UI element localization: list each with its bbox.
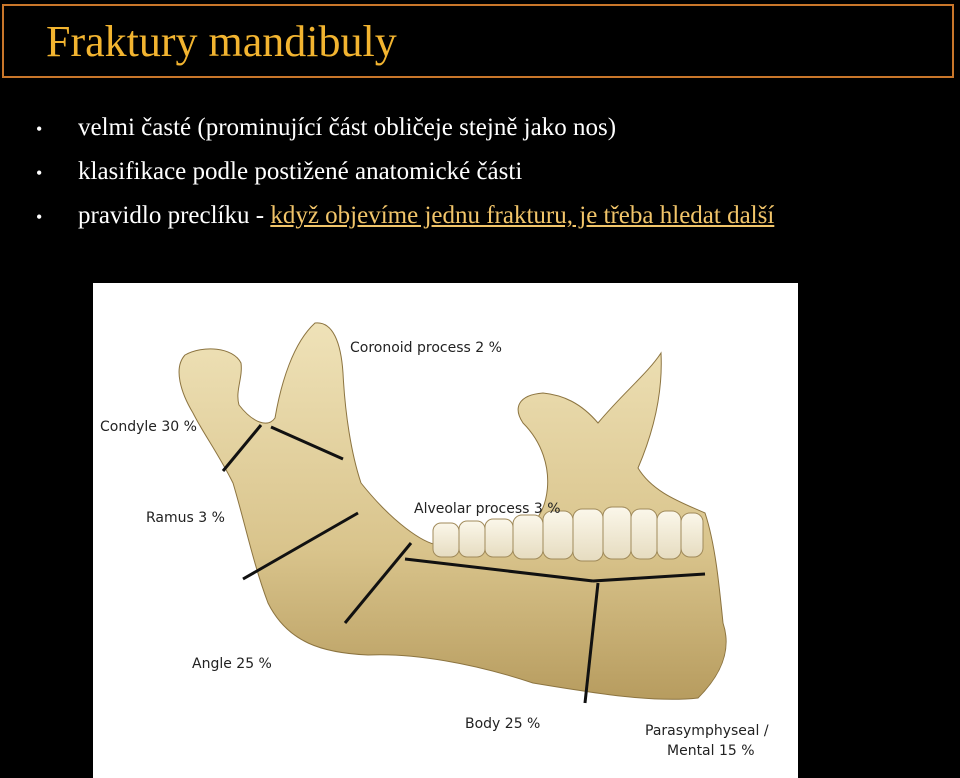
- bullet-text: klasifikace podle postižené anatomické části: [78, 158, 523, 185]
- bullet-item: [36, 202, 936, 246]
- label-alveolar: Alveolar process 3 %: [414, 501, 561, 517]
- label-ramus: Ramus 3 %: [146, 510, 225, 526]
- label-angle: Angle 25 %: [192, 656, 272, 672]
- bullet-link[interactable]: když objevíme jednu frakturu, je třeba hledat další: [270, 202, 775, 229]
- bullet-dot: •: [36, 163, 43, 183]
- mandible-figure: [93, 283, 798, 778]
- label-coronoid: Coronoid process 2 %: [350, 340, 502, 356]
- slide-title: Fraktury mandibuly: [46, 17, 397, 66]
- bullet-text-plain: pravidlo preclíku -: [78, 202, 271, 229]
- bullet-text: velmi časté (prominující část obličeje stejně jako nos): [78, 114, 617, 141]
- bullet-dot: •: [36, 119, 43, 139]
- label-parasymphyseal: Parasymphyseal /: [645, 723, 769, 739]
- label-condyle: Condyle 30 %: [100, 419, 197, 435]
- label-body: Body 25 %: [465, 716, 541, 732]
- label-mental: Mental 15 %: [667, 743, 755, 759]
- mandible-illustration: [93, 283, 798, 778]
- title-box: [2, 4, 954, 78]
- bullet-list: [36, 114, 936, 246]
- bullet-dot: •: [36, 207, 43, 227]
- bullet-text: [78, 202, 774, 230]
- bullet-item: [36, 114, 936, 158]
- bullet-item: [36, 158, 936, 202]
